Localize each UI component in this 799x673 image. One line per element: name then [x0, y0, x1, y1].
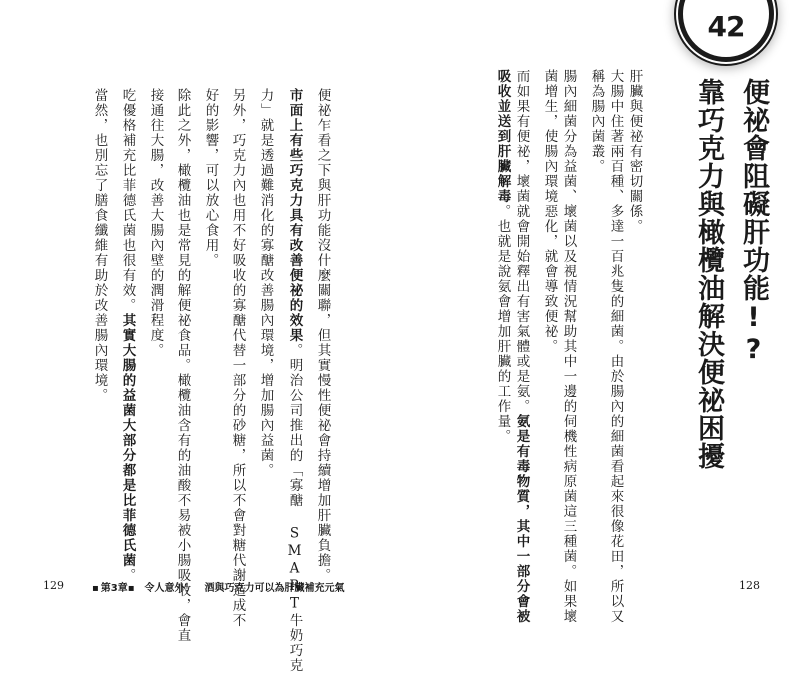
- body-text: 另外，巧克力內也用不好吸收的寡醣代替一部分的砂糖，所以不會對糖代謝造成不: [229, 88, 246, 628]
- title-line-1: 便祕會阻礙肝功能!?: [738, 78, 769, 366]
- right-column-7: [495, 69, 509, 444]
- right-column-4: [561, 69, 575, 624]
- left-column-5: [203, 88, 217, 268]
- emphasis-text: 氨是有毒物質，其中一部分會被: [513, 414, 530, 624]
- body-text: 當然，也別忘了膳食纖維有助於改善腸內環境。: [91, 88, 108, 403]
- left-column-8: [120, 88, 134, 583]
- right-column-1: [627, 69, 641, 234]
- left-column-7: [148, 88, 162, 358]
- title-line-2: 靠巧克力與橄欖油解決便祕困擾: [693, 78, 724, 470]
- footer-bullet: ▪: [92, 583, 99, 594]
- body-text: 。也就是說氨會增加肝臟的工作量。: [494, 204, 511, 444]
- footer-bullet: ▪: [127, 583, 135, 594]
- body-text: 便祕乍看之下與肝功能沒什麼關聯，但其實慢性便祕會持續增加肝臟負擔。: [314, 88, 331, 583]
- right-page-number: 128: [739, 579, 760, 592]
- emphasis-text: 吸收並送到肝臟解毒: [494, 69, 511, 204]
- footer-chapter-label: 第3章: [100, 583, 128, 594]
- running-footer: [92, 579, 345, 594]
- left-column-3: [258, 88, 272, 478]
- emphasis-text: 市面上有些巧克力具有改善便祕的效果: [286, 88, 303, 343]
- body-text: 稱為腸內菌叢。: [588, 69, 605, 174]
- body-text: 腸內細菌分為益菌、壞菌以及視情況幫助其中一邊的伺機性病原菌這三種菌。如果壞: [560, 69, 577, 624]
- right-column-5: [542, 69, 556, 354]
- right-column-2: [608, 69, 622, 624]
- body-text: 好的影響，可以放心食用。: [202, 88, 219, 268]
- right-column-3: [589, 69, 603, 174]
- chapter-badge-number: 42: [707, 10, 745, 43]
- left-column-9: [92, 88, 106, 403]
- right-column-6: [514, 69, 528, 624]
- body-text: 大腸中住著兩百種、多達一百兆隻的細菌。由於腸內的細菌看起來很像花田，所以又: [607, 69, 624, 624]
- left-page-number: 129: [43, 579, 64, 592]
- left-column-4: [230, 88, 244, 628]
- body-text: 吃優格補充比菲德氏菌也很有效。: [119, 88, 136, 313]
- body-text: 力」就是透過難消化的寡醣改善腸內環境，增加腸內益菌。: [257, 88, 274, 478]
- footer-chapter-title: 令人意外！ 酒與巧克力可以為肝臟補充元氣: [144, 583, 345, 594]
- chapter-badge: [678, 0, 774, 62]
- body-text: 菌增生，使腸內環境惡化，就會導致便祕。: [541, 69, 558, 354]
- body-text: 。: [119, 568, 136, 583]
- body-text: 肝臟與便祕有密切關係。: [626, 69, 643, 234]
- right-page: [400, 0, 799, 624]
- body-text: 而如果有便祕，壞菌就會開始釋出有害氣體或是氨。: [513, 69, 530, 414]
- body-text: 。明治公司推出的「寡醣 SMART牛奶巧克: [286, 343, 303, 673]
- body-text: 除此之外，橄欖油也是常見的解便祕食品。橄欖油含有的油酸不易被小腸吸收，會直: [174, 88, 191, 643]
- left-column-1: [315, 88, 329, 583]
- body-text: 接通往大腸，改善大腸內壁的潤滑程度。: [147, 88, 164, 358]
- emphasis-text: 其實大腸的益菌大部分都是比菲德氏菌: [119, 313, 136, 568]
- left-column-6: [175, 88, 189, 643]
